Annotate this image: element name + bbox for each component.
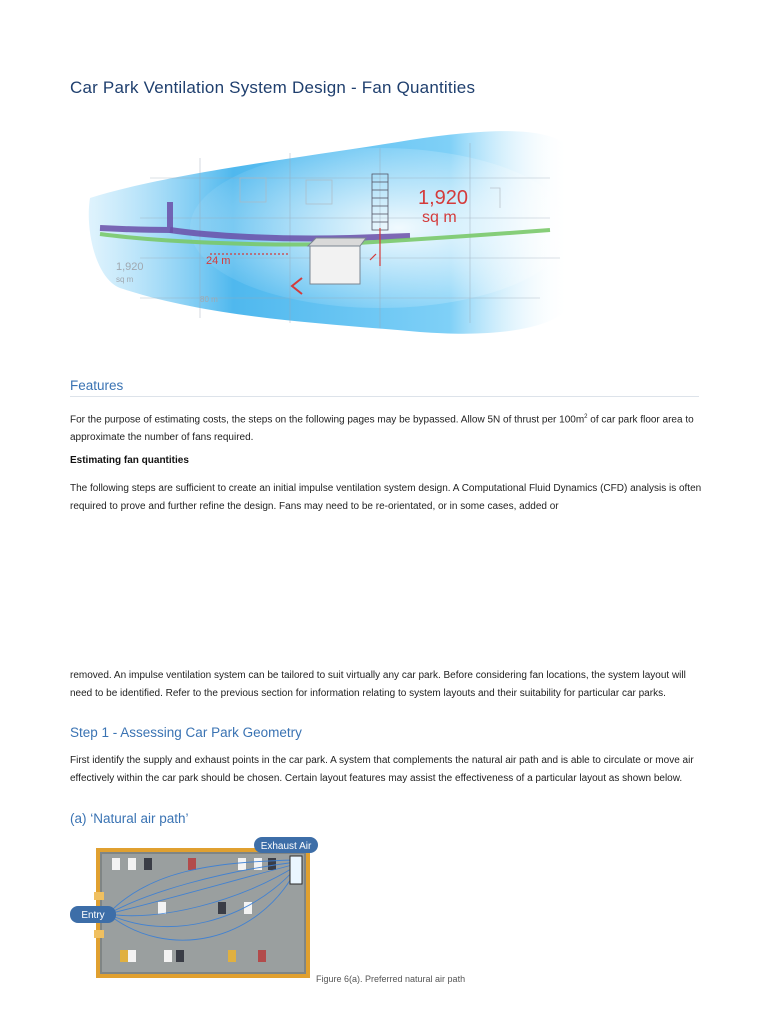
hero-area-small: 1,920 — [116, 261, 144, 273]
hero-illustration — [80, 118, 580, 350]
step1-paragraph: First identify the supply and exhaust points in the car park. A system that complements the natural air path and is able to circulate or move air effectively within the car park should be chosen. Certain layout features may assist the effectiveness of a particular layout as shown below. — [70, 755, 694, 784]
page-title: Car Park Ventilation System Design - Fan Quantities — [70, 78, 476, 97]
natural-air-path-figure — [68, 832, 320, 982]
features-paragraph-3: removed. An impulse ventilation system can be tailored to suit virtually any car park. Before considering fan locations, the system layout will need to be identified. Refer to the previous section for information relating to system layouts and their suitability for particular car parks. — [70, 670, 686, 699]
superscript-2: 2 — [584, 414, 588, 420]
features-heading: Features — [70, 378, 124, 393]
figure-caption: Figure 6(a). Preferred natural air path — [316, 974, 466, 984]
features-paragraph-1-b: of car park floor area to approximate the number of fans required. — [70, 414, 694, 444]
hero-dimension-80: 80 m — [200, 295, 218, 304]
features-paragraph-1-a: For the purpose of estimating costs, the steps on the following pages may be bypassed. Allow 5N of thrust per 100m — [70, 414, 585, 426]
exhaust-air-label: Exhaust Air — [260, 841, 312, 852]
section-divider — [70, 396, 699, 397]
hero-area-big: 1,920 — [418, 187, 469, 209]
step1-heading: Step 1 - Assessing Car Park Geometry — [70, 725, 302, 740]
hero-dimension-24: 24 m — [206, 255, 231, 267]
entry-label: Entry — [81, 910, 105, 921]
estimating-subheading: Estimating fan quantities — [70, 455, 189, 466]
hero-area-unit: sq m — [422, 209, 457, 226]
features-paragraph-2: The following steps are sufficient to create an initial impulse ventilation system design. A Computational Fluid Dynamics (CFD) analysis is often required to prove and further refine the design. Fans may need to be re-orientated, or in some cases, added or — [70, 483, 702, 512]
features-paragraph-1 — [70, 408, 702, 447]
hero-area-small-unit: sq m — [116, 275, 134, 284]
natural-air-path-heading: (a) ‘Natural air path’ — [70, 811, 189, 826]
